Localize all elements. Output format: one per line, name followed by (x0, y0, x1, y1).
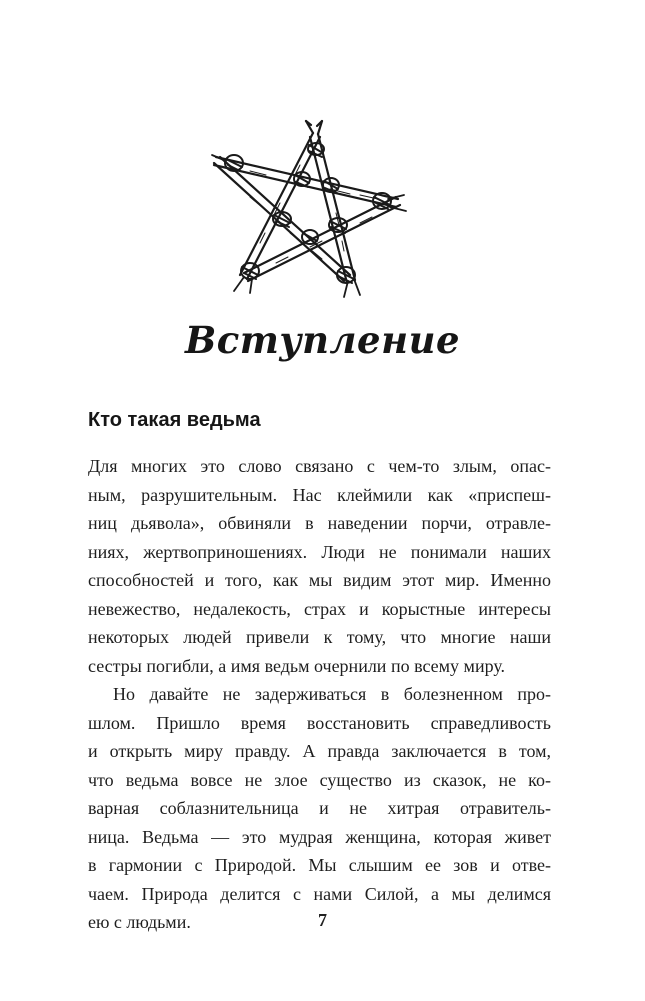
text-line: Для многих это слово связано с чем-то злым, опас- (88, 456, 551, 476)
chapter-title: Вступление (184, 318, 461, 362)
paragraph (88, 452, 551, 680)
text-line: ниях, жертвоприношениях. Люди не понимали наших (88, 541, 551, 562)
text-line: ным, разрушительным. Нас клеймили как «приспеш- (88, 484, 551, 505)
text-line: способностей и того, как мы видим этот мир. Именно (88, 570, 551, 590)
page-number: 7 (318, 910, 327, 930)
text-line: что ведьма вовсе не злое существо из сказок, не ко- (88, 769, 551, 790)
text-line: сестры погибли, а имя ведьм очернили по всему миру. (88, 655, 506, 676)
text-line: ею с людьми. (88, 912, 191, 932)
section-heading: Кто такая ведьма (88, 409, 261, 431)
body-text (88, 452, 551, 937)
text-line: в гармонии с Природой. Мы слышим ее зов и отве- (88, 855, 551, 875)
text-line: ниц дьявола», обвиняли в наведении порчи, отравле- (88, 513, 551, 533)
text-line: варная соблазнительница и не хитрая отравитель- (88, 798, 551, 818)
text-line: и открыть миру правду. А правда заключается в том, (88, 741, 551, 761)
text-line: невежество, недалекость, страх и корыстные интересы (88, 598, 551, 619)
text-line: шлом. Пришло время восстановить справедливость (88, 712, 551, 733)
twig-pentagram-icon (210, 115, 410, 305)
text-line: некоторых людей привели к тому, что многие наши (88, 627, 551, 647)
paragraph (88, 680, 551, 937)
text-line: чаем. Природа делится с нами Силой, а мы делимся (88, 883, 551, 904)
text-line: Но давайте не задерживаться в болезненном про- (113, 684, 551, 704)
text-line: ница. Ведьма — это мудрая женщина, которая живет (88, 826, 551, 847)
